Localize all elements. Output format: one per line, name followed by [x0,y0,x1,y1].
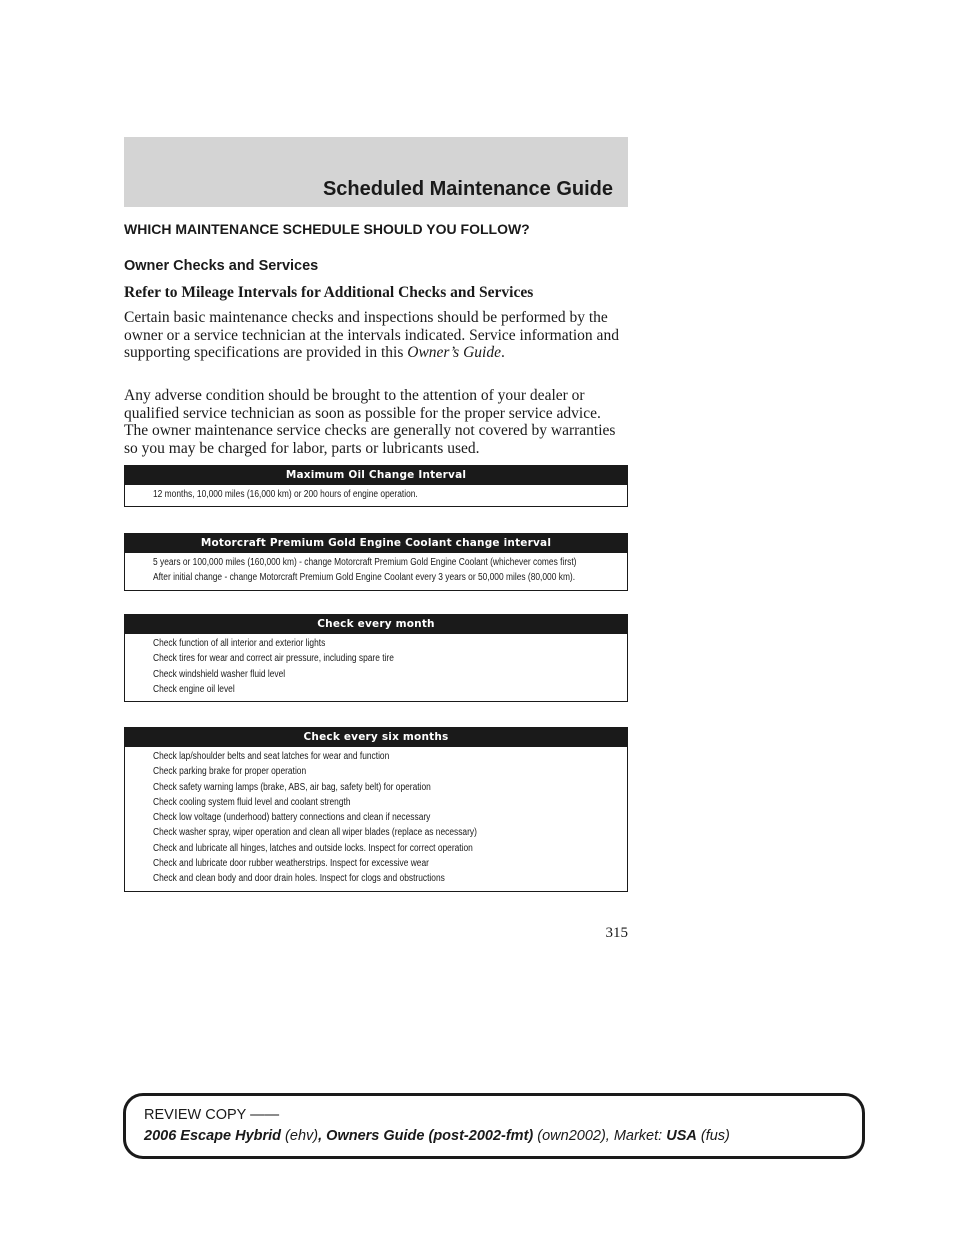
guide-code: (own2002) [533,1128,606,1144]
table-header: Motorcraft Premium Gold Engine Coolant change interval [125,534,627,553]
review-copy-box [123,1093,865,1159]
paragraph-1-end: . [500,344,505,361]
header-band [124,137,628,207]
paragraph-1 [124,309,628,362]
table-row: 5 years or 100,000 miles (160,000 km) - change Motorcraft Premium Gold Engine Coolant (whichever comes first) [153,557,577,568]
page-number: 315 [605,925,628,941]
table-six-months [124,727,628,892]
paragraph-1-text: Certain basic maintenance checks and inspections should be performed by the owner or a service technician at the intervals indicated. Service information and supporting specifications are provided in this [124,309,619,361]
owners-guide-italic: Owner’s Guide [407,344,501,361]
table-coolant [124,533,628,591]
vehicle-code: (ehv) [281,1128,319,1144]
bold-note: Refer to Mileage Intervals for Additional Checks and Services [124,284,534,301]
table-monthly [124,614,628,702]
table-row: Check function of all interior and exterior lights [153,638,326,649]
separator: , [318,1128,327,1144]
page-title: Scheduled Maintenance Guide [322,178,613,200]
table-row: Check safety warning lamps (brake, ABS, air bag, safety belt) for operation [153,781,431,793]
subheading: Owner Checks and Services [124,258,319,274]
section-heading: WHICH MAINTENANCE SCHEDULE SHOULD YOU FOLLOW? [124,221,530,237]
table-row: Check parking brake for proper operation [153,766,307,778]
table-row: Check and lubricate door rubber weatherstrips. Inspect for excessive wear [153,858,429,870]
table-row: Check cooling system fluid level and coolant strength [153,796,351,808]
table-header: Check every month [125,615,627,634]
table-row: Check windshield washer fluid level [153,668,286,680]
table-header: Maximum Oil Change Interval [125,466,627,485]
vehicle-name: 2006 Escape Hybrid [144,1128,282,1144]
table-row: 12 months, 10,000 miles (16,000 km) or 200 hours of engine operation. [153,489,418,500]
guide-name: Owners Guide (post-2002-fmt) [326,1128,534,1144]
table-row: Check low voltage (underhood) battery connections and clean if necessary [153,812,431,824]
table-row: Check and clean body and door drain holes. Inspect for clogs and obstructions [153,873,445,885]
table-row: Check engine oil level [153,683,235,695]
table-oil-change [124,465,628,507]
review-copy-details [144,1128,730,1144]
market-code: (fus) [696,1128,730,1144]
paragraph-2: Any adverse condition should be brought to the attention of your dealer or qualified service technician as soon as possible for the proper service advice. The owner maintenance service checks are generally not covered by warranties so you may be charged for labor, parts or lubricants used. [124,387,616,457]
table-row: Check lap/shoulder belts and seat latches for wear and function [153,751,390,762]
table-row: Check tires for wear and correct air pressure, including spare tire [153,653,394,665]
review-copy-label: REVIEW COPY —— [144,1107,280,1123]
table-row: After initial change - change Motorcraft Premium Gold Engine Coolant every 3 years or 50,000 miles (80,000 km). [153,572,576,584]
table-row: Check washer spray, wiper operation and clean all wiper blades (replace as necessary) [153,827,477,839]
table-header: Check every six months [125,728,627,747]
market-label: , Market: [605,1128,667,1144]
market-name: USA [666,1128,697,1144]
table-row: Check and lubricate all hinges, latches and outside locks. Inspect for correct operation [153,842,473,854]
